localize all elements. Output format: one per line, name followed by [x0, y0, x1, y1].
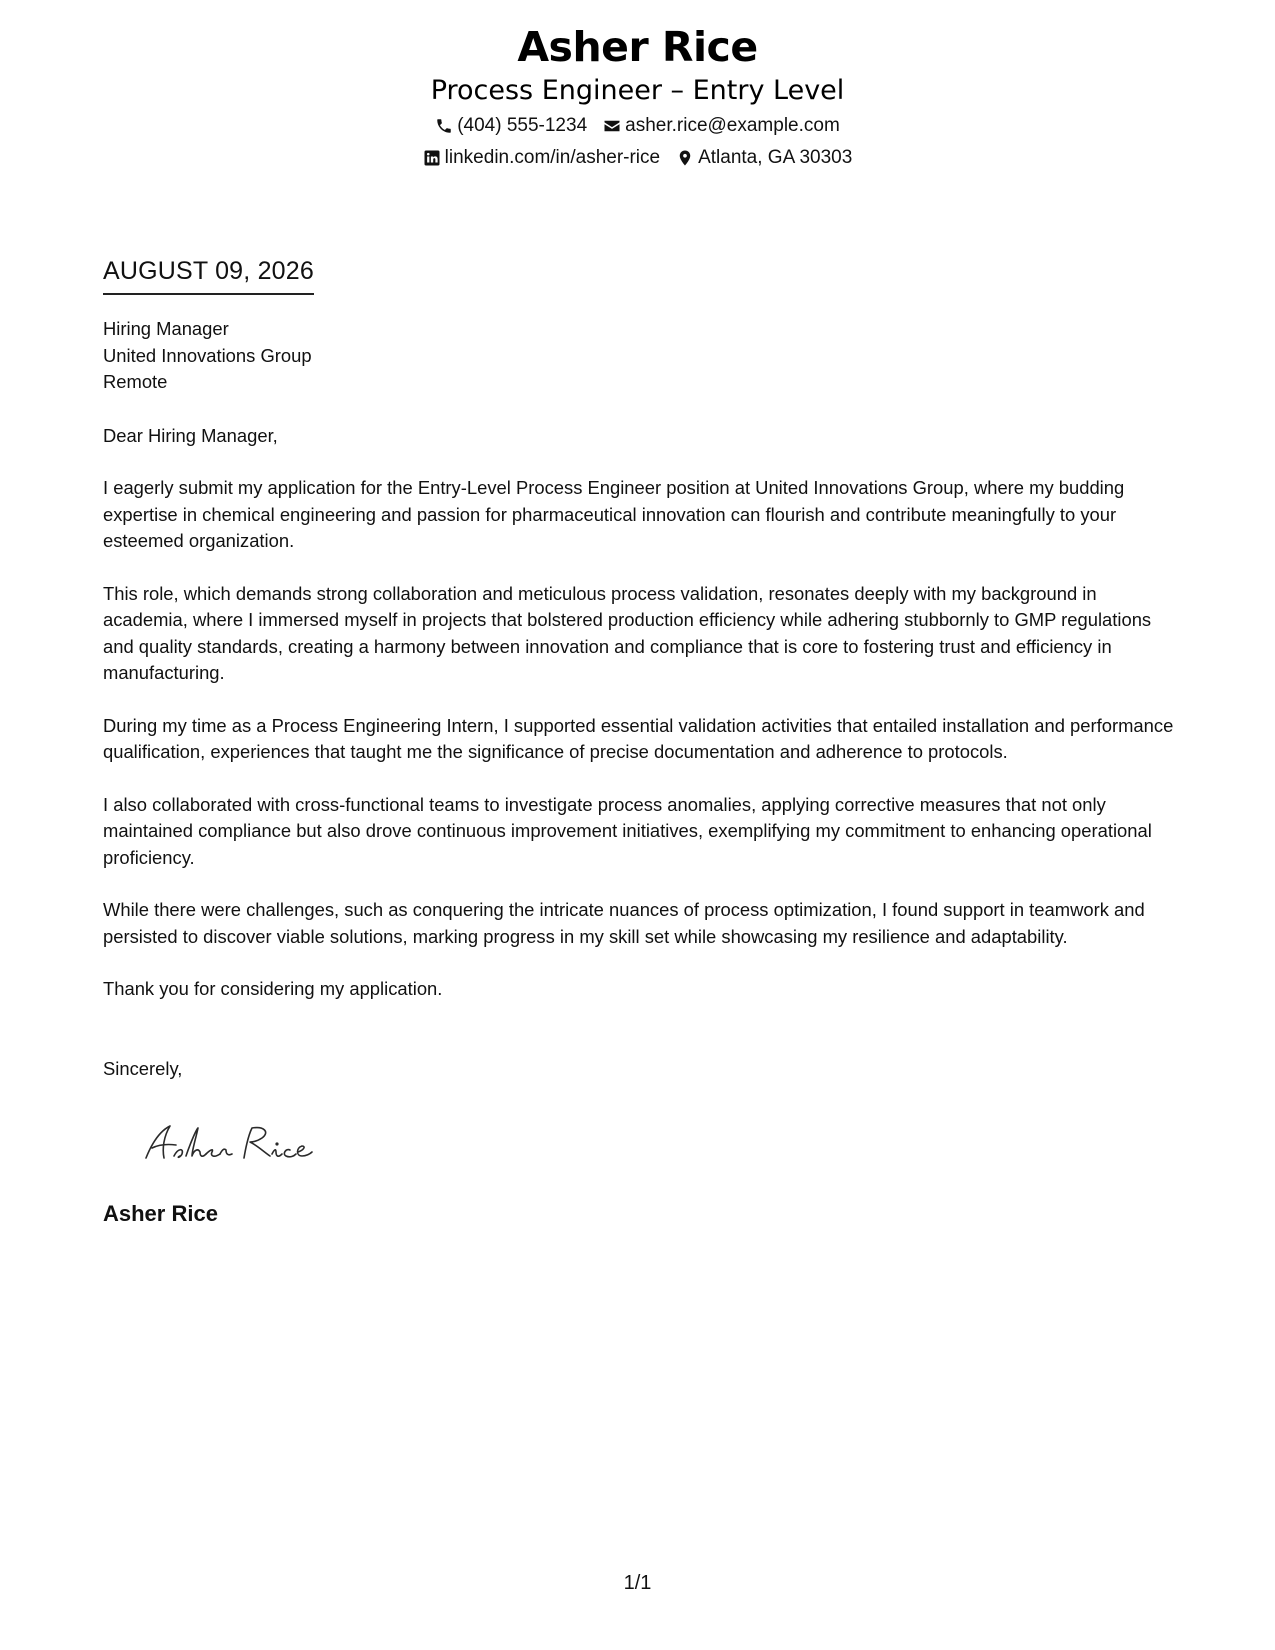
envelope-icon [603, 117, 621, 135]
recipient-title: Hiring Manager [103, 318, 229, 339]
paragraph-5: While there were challenges, such as conquering the intricate nuances of process optimization, I found support in teamwork and persisted to discover viable solutions, marking progress in my skill set while showcasing my resilience and adaptability. [103, 899, 1145, 947]
phone-number: (404) 555-1234 [457, 115, 588, 136]
contact-row-secondary [0, 146, 1275, 170]
contact-location [676, 146, 852, 170]
signed-name: Asher Rice [103, 1201, 218, 1226]
location-text: Atlanta, GA 30303 [698, 147, 853, 168]
paragraph-4: I also collaborated with cross-functional teams to investigate process anomalies, applying corrective measures that not only maintained compliance but also drove continuous improvement initiatives, exemplifying my commitment to enhancing operational proficiency. [103, 793, 1152, 868]
contact-row-primary [0, 114, 1275, 138]
closing: Sincerely, [103, 1057, 183, 1079]
job-title: Process Engineer – Entry Level [430, 75, 845, 106]
date-block [103, 256, 314, 295]
recipient-block [103, 316, 1183, 396]
handwritten-signature [140, 1118, 330, 1168]
linkedin-icon [423, 149, 441, 167]
contact-phone [435, 114, 587, 138]
paragraph-1: I eagerly submit my application for the Entry-Level Process Engineer position at United Innovations Group, where my budding expertise in chemical engineering and passion for pharmaceutical innovation can flourish and contribute meaningfully to your esteemed organization. [103, 477, 1125, 551]
contact-email [603, 114, 840, 138]
paragraph-2: This role, which demands strong collaboration and meticulous process validation, resonates deeply with my background in academia, where I immersed myself in projects that bolstered production efficiency while adhering stubbornly to GMP regulations and quality standards, creating a harmony between innovation and compliance that is core to fostering trust and efficiency in manufacturing. [103, 582, 1152, 683]
page-number: 1/1 [623, 1572, 652, 1594]
contact-linkedin [423, 146, 660, 170]
recipient-location: Remote [103, 371, 168, 392]
phone-icon [435, 117, 453, 135]
letter-date: AUGUST 09, 2026 [103, 256, 314, 295]
thanks-line: Thank you for considering my application. [103, 978, 443, 999]
applicant-name: Asher Rice [517, 23, 758, 71]
letter-header [0, 22, 1275, 170]
letter-body [103, 316, 1183, 1082]
linkedin-url: linkedin.com/in/asher-rice [444, 147, 661, 168]
email-address: asher.rice@example.com [625, 115, 840, 136]
map-pin-icon [676, 149, 694, 167]
paragraph-3: During my time as a Process Engineering Intern, I supported essential validation activities that entailed installation and performance qualification, experiences that taught me the significance of precise documentation and adherence to protocols. [103, 714, 1174, 762]
salutation: Dear Hiring Manager, [103, 424, 278, 446]
recipient-company: United Innovations Group [103, 344, 312, 366]
signature-image [140, 1118, 330, 1168]
